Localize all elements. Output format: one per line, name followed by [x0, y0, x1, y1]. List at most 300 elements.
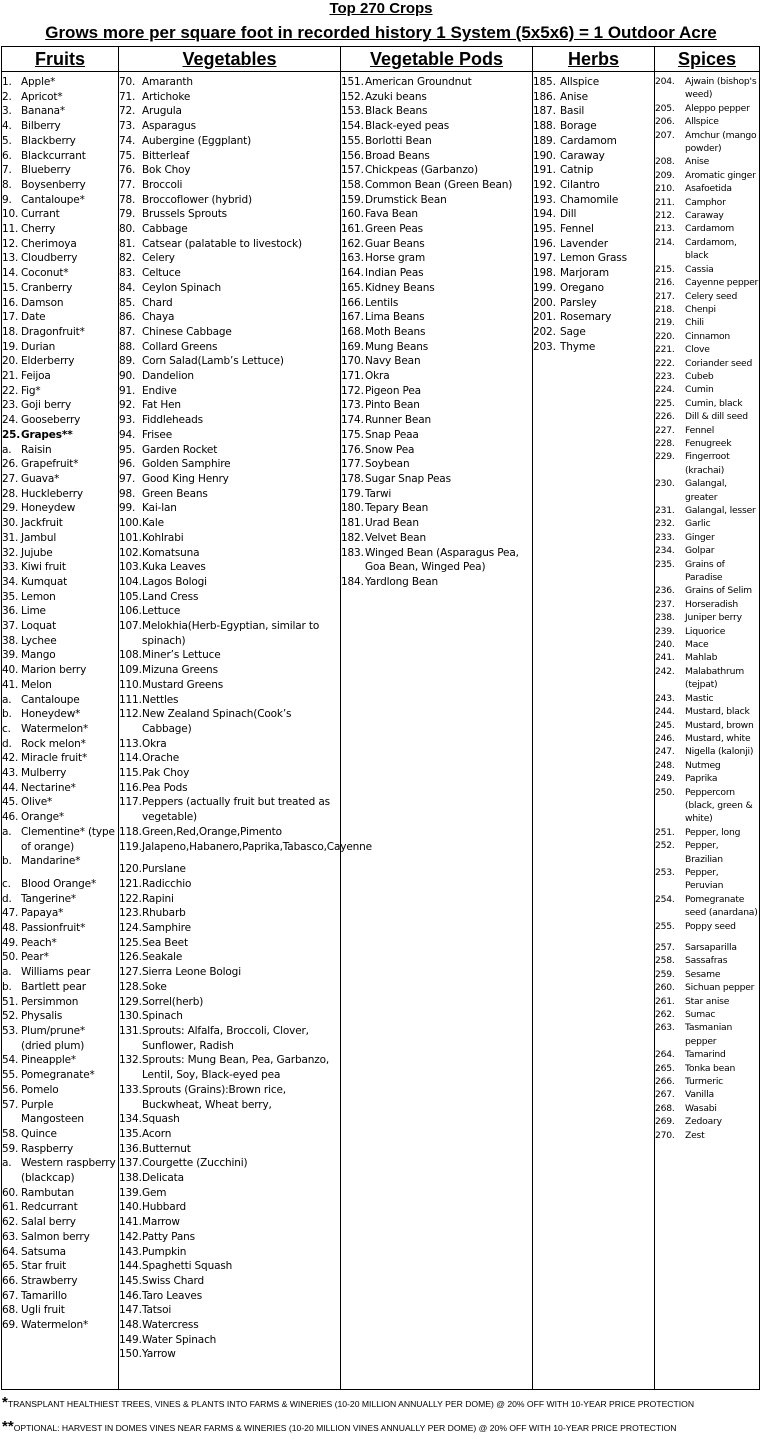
item-label: Honeydew*	[21, 708, 81, 721]
footnote-text: OPTIONAL: HARVEST IN DOMES VINES NEAR FARMS & WINERIES (10-20 MILLION VINES ANNUALLY PER DOME) @ 20% OFF WITH 10-YEAR PRICE PROTECTION	[13, 1423, 677, 1433]
list-spacer	[655, 933, 759, 941]
list-item	[341, 104, 532, 119]
list-item	[119, 443, 340, 458]
item-number: 191.	[533, 164, 556, 177]
item-number: 78.	[119, 193, 136, 206]
list-item	[655, 1008, 759, 1021]
page-title: Top 270 Crops	[329, 0, 433, 17]
item-label: Dill	[560, 208, 577, 221]
item-number: 214.	[655, 236, 675, 248]
item-number: 154.	[341, 120, 364, 133]
item-label: Wasabi	[685, 1102, 717, 1114]
list-item	[341, 472, 532, 487]
item-label: Strawberry	[21, 1274, 78, 1287]
item-number: 249.	[655, 773, 675, 785]
list-item	[2, 501, 118, 516]
item-number: 6.	[2, 149, 12, 162]
item-label: Komatsuna	[142, 546, 200, 559]
list-item	[2, 575, 118, 590]
item-number: b.	[2, 708, 12, 721]
item-number: 229.	[655, 451, 675, 463]
item-label: Samphire	[142, 922, 191, 935]
item-label: Green,Red,Orange,Pimento	[142, 825, 282, 838]
crop-list	[2, 72, 118, 1333]
item-number: 68.	[2, 1304, 19, 1317]
list-item	[2, 237, 118, 252]
list-item	[655, 397, 759, 410]
list-item	[655, 866, 759, 893]
list-item	[2, 310, 118, 325]
item-number: 223.	[655, 370, 675, 382]
item-label: Taro Leaves	[142, 1289, 203, 1302]
list-item	[119, 222, 340, 237]
footnote-mark: *	[2, 1394, 8, 1411]
list-item	[2, 134, 118, 149]
item-label: Cardamom	[685, 223, 735, 235]
item-number: 207.	[655, 129, 675, 141]
list-item	[533, 119, 654, 134]
item-number: 25.	[2, 428, 21, 441]
list-item	[655, 625, 759, 638]
item-number: 209.	[655, 169, 675, 181]
item-label: Kohlrabi	[142, 531, 184, 544]
item-number: 126.	[119, 951, 142, 964]
list-item	[2, 384, 118, 399]
item-label: Tarwi	[365, 487, 392, 500]
list-item	[655, 745, 759, 758]
column-header: Spices	[655, 47, 759, 72]
list-item	[119, 751, 340, 766]
list-item	[533, 75, 654, 90]
item-label: Pomegranate*	[21, 1069, 95, 1082]
item-number: 23.	[2, 399, 19, 412]
item-number: 72.	[119, 105, 136, 118]
item-number: 181.	[341, 517, 364, 530]
item-number: 133.	[119, 1083, 142, 1096]
item-label: Seakale	[142, 951, 183, 964]
item-number: 26.	[2, 458, 19, 471]
item-label: Pineapple*	[21, 1054, 77, 1067]
item-label: Kale	[142, 517, 164, 530]
item-number: 166.	[341, 296, 364, 309]
item-label: Lima Beans	[365, 311, 425, 324]
list-item	[119, 1259, 340, 1274]
item-number: 170.	[341, 355, 364, 368]
item-number: 227.	[655, 424, 675, 436]
list-item	[655, 450, 759, 477]
item-number: 118.	[119, 825, 142, 838]
list-item	[2, 663, 118, 678]
list-item	[119, 840, 372, 855]
item-label: Sea Beet	[142, 936, 188, 949]
list-item	[655, 665, 759, 692]
list-item	[655, 209, 759, 222]
list-item	[2, 1289, 118, 1304]
item-label: Star fruit	[21, 1260, 67, 1273]
list-item	[119, 1171, 340, 1186]
item-number: 261.	[655, 995, 675, 1007]
item-number: 10.	[2, 208, 19, 221]
item-number: 189.	[533, 134, 556, 147]
item-number: 49.	[2, 936, 19, 949]
item-label: Kiwi fruit	[21, 561, 66, 574]
item-number: 64.	[2, 1245, 19, 1258]
item-number: 160.	[341, 208, 364, 221]
list-item	[119, 428, 340, 443]
list-item	[119, 266, 340, 281]
item-label: Sugar Snap Peas	[365, 472, 451, 485]
item-number: 91.	[119, 384, 136, 397]
list-item	[655, 611, 759, 624]
item-number: 44.	[2, 781, 19, 794]
list-item	[655, 839, 759, 866]
item-label: Cumin	[685, 384, 714, 396]
item-number: 40.	[2, 664, 19, 677]
list-item	[2, 877, 118, 892]
item-number: 188.	[533, 120, 556, 133]
list-item	[2, 340, 118, 355]
item-label: Asparagus	[142, 120, 196, 133]
item-label: Aromatic ginger	[685, 169, 756, 181]
item-label: Pepper, Brazilian	[685, 840, 723, 865]
item-number: 117.	[119, 796, 142, 809]
item-number: 38.	[2, 634, 19, 647]
item-label: Guar Beans	[365, 237, 425, 250]
item-label: Feijoa	[21, 370, 51, 383]
list-item	[2, 1127, 118, 1142]
item-label: Persimmon	[21, 995, 79, 1008]
item-label: Pak Choy	[142, 767, 190, 780]
item-label: Mustard Greens	[142, 678, 224, 691]
item-label: Durian	[21, 340, 56, 353]
list-item	[119, 965, 340, 980]
list-item	[2, 1318, 118, 1333]
item-number: a.	[2, 1157, 12, 1170]
list-item	[2, 207, 118, 222]
list-item	[2, 413, 118, 428]
list-item	[2, 678, 118, 693]
item-number: 216.	[655, 277, 675, 289]
item-number: 159.	[341, 193, 364, 206]
item-number: 158.	[341, 178, 364, 191]
item-label: Water Spinach	[142, 1333, 217, 1346]
list-item	[341, 296, 532, 311]
item-label: Horse gram	[365, 252, 426, 265]
item-label: Azuki beans	[365, 90, 427, 103]
item-number: 232.	[655, 518, 675, 530]
list-item	[119, 663, 340, 678]
item-number: 175.	[341, 428, 364, 441]
list-spacer	[2, 869, 118, 877]
item-label: Winged Bean (Asparagus Pea, Goa Bean, Winged Pea)	[365, 546, 519, 574]
list-item	[655, 383, 759, 396]
list-item	[2, 1274, 118, 1289]
item-number: 104.	[119, 575, 142, 588]
item-number: 198.	[533, 267, 556, 280]
item-number: 29.	[2, 502, 19, 515]
list-item	[533, 310, 654, 325]
list-item	[655, 1115, 759, 1128]
list-item	[119, 178, 340, 193]
list-item	[119, 1053, 340, 1082]
list-item	[341, 251, 532, 266]
list-item	[119, 487, 340, 502]
item-number: 33.	[2, 561, 19, 574]
item-label: Chinese Cabbage	[142, 325, 232, 338]
list-item	[655, 692, 759, 705]
item-label: Aubergine (Eggplant)	[142, 134, 252, 147]
list-item	[341, 178, 532, 193]
list-item	[119, 354, 340, 369]
item-label: Blueberry	[21, 164, 71, 177]
list-item	[655, 719, 759, 732]
list-item	[655, 477, 759, 504]
item-label: Cilantro	[560, 178, 600, 191]
item-label: Tonka bean	[685, 1062, 736, 1074]
list-item	[2, 590, 118, 605]
item-label: Melon	[21, 678, 52, 691]
item-number: 98.	[119, 487, 136, 500]
item-number: 136.	[119, 1142, 142, 1155]
item-label: Indian Peas	[365, 267, 424, 280]
item-number: 105.	[119, 590, 142, 603]
item-label: Mung Beans	[365, 340, 429, 353]
item-label: Catnip	[560, 164, 594, 177]
list-item	[655, 357, 759, 370]
item-number: 140.	[119, 1201, 142, 1214]
item-number: 139.	[119, 1186, 142, 1199]
item-label: Cubeb	[685, 370, 714, 382]
item-label: Celery	[142, 252, 175, 265]
list-item	[2, 457, 118, 472]
item-label: Turmeric	[685, 1076, 724, 1088]
list-item	[119, 251, 340, 266]
item-label: Lemon	[21, 590, 56, 603]
item-label: Rock melon*	[21, 737, 86, 750]
item-label: Plum/prune* (dried plum)	[21, 1025, 86, 1052]
list-item	[119, 766, 340, 781]
item-number: 1.	[2, 76, 12, 88]
item-number: 265.	[655, 1062, 675, 1074]
item-number: 50.	[2, 951, 19, 964]
item-number: a.	[2, 693, 12, 706]
item-label: Lentils	[365, 296, 399, 309]
list-item	[655, 115, 759, 128]
item-number: 199.	[533, 281, 556, 294]
item-number: 129.	[119, 995, 142, 1008]
item-number: 69.	[2, 1319, 19, 1332]
item-label: Acorn	[142, 1127, 172, 1140]
item-number: 106.	[119, 605, 142, 618]
item-number: 179.	[341, 487, 364, 500]
item-label: Basil	[560, 105, 585, 118]
list-item	[655, 558, 759, 585]
item-number: d.	[2, 892, 12, 905]
item-label: Loquat	[21, 620, 57, 633]
list-item	[533, 163, 654, 178]
item-number: 53.	[2, 1025, 19, 1037]
item-number: 231.	[655, 505, 675, 516]
item-number: 51.	[2, 995, 19, 1008]
list-item	[2, 222, 118, 237]
page-subtitle: Grows more per square foot in recorded history 1 System (5x5x6) = 1 Outdoor Acre	[45, 23, 717, 42]
item-label: Soybean	[365, 458, 410, 471]
item-number: 167.	[341, 311, 364, 324]
item-label: Oregano	[560, 281, 604, 294]
item-label: Velvet Bean	[365, 531, 426, 544]
item-number: 156.	[341, 149, 364, 162]
item-label: Arugula	[142, 105, 182, 118]
list-item	[2, 810, 118, 825]
list-item	[655, 1129, 759, 1142]
list-item	[2, 1098, 118, 1127]
item-label: Guava*	[21, 472, 60, 485]
list-item	[119, 207, 340, 222]
item-number: 143.	[119, 1245, 142, 1258]
item-label: Poppy seed	[685, 920, 736, 932]
item-number: 197.	[533, 252, 556, 265]
list-item	[119, 1215, 340, 1230]
item-number: 32.	[2, 546, 19, 559]
item-label: Mandarine*	[21, 855, 81, 868]
item-number: 82.	[119, 252, 136, 265]
item-number: 11.	[2, 223, 19, 236]
item-label: Navy Bean	[365, 355, 421, 368]
item-label: Juniper berry	[685, 612, 742, 624]
item-label: Broad Beans	[365, 149, 430, 162]
item-number: 228.	[655, 437, 675, 449]
list-item	[119, 1156, 340, 1171]
list-item	[655, 1075, 759, 1088]
list-item	[2, 1024, 118, 1053]
item-label: Fenugreek	[685, 437, 732, 449]
item-label: Melokhia(Herb-Egyptian, similar to spinach)	[142, 620, 320, 647]
item-label: Butternut	[142, 1142, 191, 1155]
item-label: Pea Pods	[142, 781, 188, 794]
item-label: Collard Greens	[142, 340, 218, 353]
item-label: Tangerine*	[21, 892, 76, 905]
list-item	[119, 693, 340, 708]
item-number: c.	[2, 877, 11, 890]
list-item	[119, 90, 340, 105]
list-item	[119, 163, 340, 178]
item-number: 243.	[655, 692, 675, 704]
item-label: Horseradish	[685, 598, 738, 610]
list-item	[119, 325, 340, 340]
list-item	[119, 119, 340, 134]
list-item	[341, 384, 532, 399]
list-item	[341, 207, 532, 222]
item-number: 62.	[2, 1216, 19, 1229]
list-item	[2, 1245, 118, 1260]
item-number: 226.	[655, 411, 675, 423]
item-number: 108.	[119, 649, 142, 662]
item-label: Borlotti Bean	[365, 134, 432, 147]
item-number: 219.	[655, 317, 675, 329]
list-item	[2, 995, 118, 1010]
list-item	[655, 504, 759, 517]
list-item	[533, 340, 654, 355]
item-label: Mustard, black	[685, 706, 750, 718]
list-item	[533, 149, 654, 164]
list-item	[119, 516, 340, 531]
item-number: 19.	[2, 340, 19, 353]
item-number: 45.	[2, 796, 19, 809]
list-item	[2, 980, 118, 995]
item-label: Garlic	[685, 518, 711, 530]
item-number: 9.	[2, 193, 12, 206]
list-item	[119, 369, 340, 384]
item-label: Pomegranate seed (anardana)	[685, 893, 758, 919]
item-label: Chard	[142, 296, 173, 309]
item-label: Grapes**	[21, 428, 73, 441]
item-label: Fingerroot (krachai)	[685, 451, 730, 476]
list-item	[341, 354, 532, 369]
list-item	[341, 237, 532, 252]
item-number: 66.	[2, 1274, 19, 1287]
item-number: 250.	[655, 786, 675, 798]
item-label: Cardamom	[560, 134, 617, 147]
item-label: Jujube	[21, 546, 53, 559]
list-item	[341, 193, 532, 208]
list-item	[655, 517, 759, 530]
list-item	[655, 222, 759, 235]
item-label: Kai-lan	[142, 502, 177, 515]
item-label: Peppercorn (black, green & white)	[685, 786, 753, 825]
item-number: c.	[2, 722, 11, 735]
item-number: 241.	[655, 652, 675, 664]
item-number: 97.	[119, 472, 136, 485]
list-item	[2, 75, 118, 90]
item-label: Mango	[21, 649, 56, 662]
list-item	[655, 826, 759, 839]
list-item	[533, 281, 654, 296]
list-item	[341, 531, 532, 546]
item-number: 168.	[341, 325, 364, 338]
item-number: 55.	[2, 1069, 19, 1082]
item-label: Brussels Sprouts	[142, 208, 227, 221]
item-number: 80.	[119, 223, 136, 236]
item-label: Fennel	[560, 223, 594, 236]
item-number: 164.	[341, 267, 364, 280]
column-header: Herbs	[533, 47, 654, 72]
item-label: Anise	[685, 156, 710, 168]
item-label: Black Beans	[365, 105, 428, 118]
item-label: Raisin	[21, 443, 52, 456]
item-number: 121.	[119, 877, 142, 890]
item-label: Rosemary	[560, 311, 612, 324]
item-number: 236.	[655, 585, 675, 597]
item-number: 182.	[341, 531, 364, 544]
list-item	[2, 965, 118, 980]
item-number: 213.	[655, 223, 675, 235]
item-label: Paprika	[685, 773, 718, 785]
item-number: b.	[2, 980, 12, 993]
item-number: 73.	[119, 120, 136, 133]
item-number: 260.	[655, 982, 675, 994]
item-number: 39.	[2, 649, 19, 662]
item-number: 134.	[119, 1113, 142, 1126]
list-item	[119, 921, 340, 936]
list-item	[119, 575, 340, 590]
item-number: 63.	[2, 1230, 19, 1243]
item-label: Spinach	[142, 1010, 183, 1023]
item-label: Peach*	[21, 936, 57, 949]
item-label: Cloudberry	[21, 252, 78, 265]
item-number: 146.	[119, 1289, 142, 1302]
item-number: 57.	[2, 1098, 19, 1111]
item-label: Miner’s Lettuce	[142, 649, 221, 662]
